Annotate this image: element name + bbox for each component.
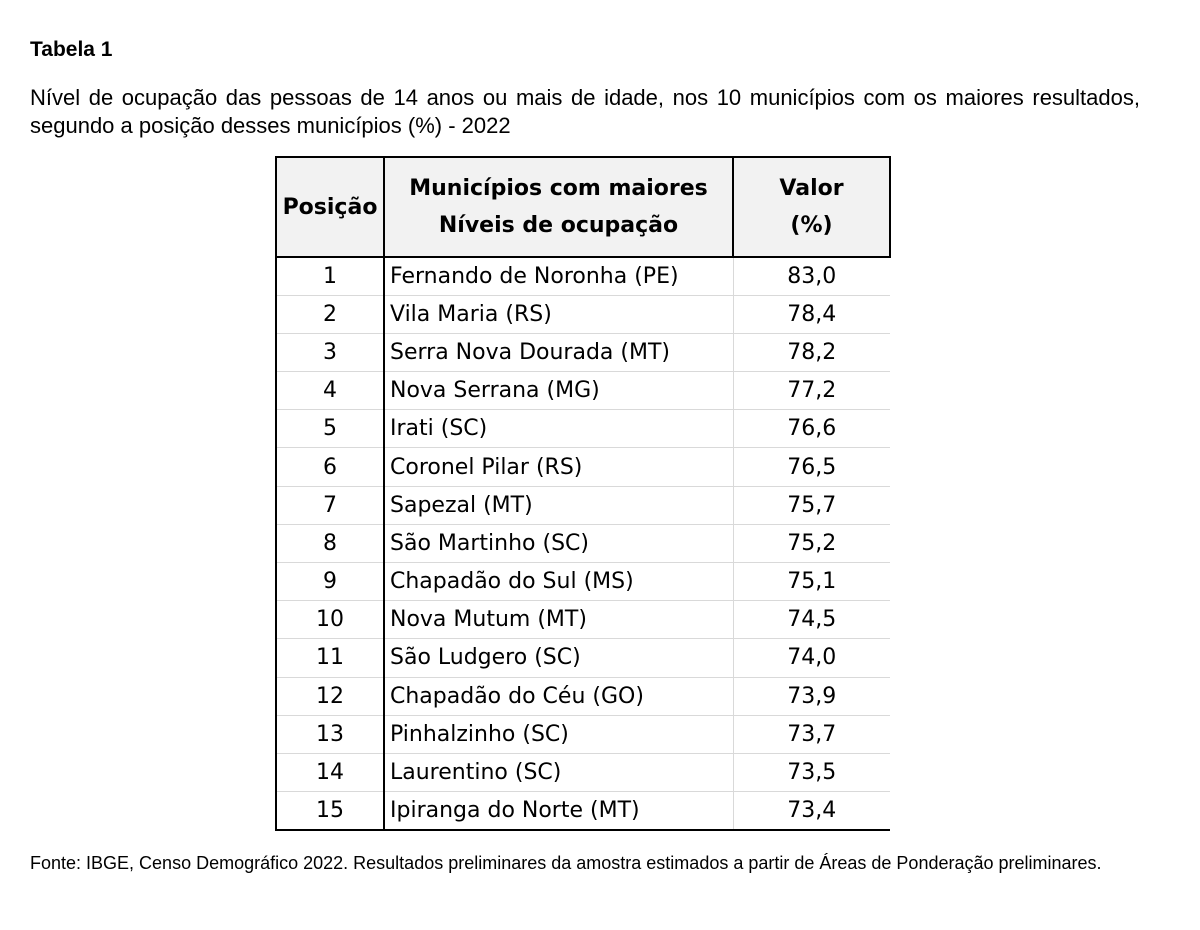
row-value: 73,9 [733,677,890,715]
row-value: 75,2 [733,524,890,562]
header-value-line1: Valor [779,176,844,201]
header-value [733,157,890,257]
table-row [276,677,890,715]
table-row [276,753,890,791]
row-municipality: Chapadão do Céu (GO) [384,677,733,715]
row-value: 74,5 [733,601,890,639]
row-municipality: São Martinho (SC) [384,524,733,562]
row-municipality: Vila Maria (RS) [384,295,733,333]
table-row [276,448,890,486]
row-value: 76,5 [733,448,890,486]
row-value: 83,0 [733,257,890,295]
row-position: 14 [276,753,384,791]
row-position: 12 [276,677,384,715]
table-row [276,601,890,639]
row-position: 11 [276,639,384,677]
header-row [276,157,890,257]
row-value: 78,2 [733,333,890,371]
row-position: 13 [276,715,384,753]
table-caption: Nível de ocupação das pessoas de 14 anos ou mais de idade, nos 10 municípios com os maiores resultados, segundo a posição desses municípios (%) - 2022 [30,85,1140,138]
row-municipality: Fernando de Noronha (PE) [384,257,733,295]
table-row [276,333,890,371]
row-value: 76,6 [733,410,890,448]
row-position: 3 [276,333,384,371]
row-municipality: Irati (SC) [384,410,733,448]
row-position: 2 [276,295,384,333]
row-position: 10 [276,601,384,639]
table-label: Tabela 1 [30,38,113,61]
table-row [276,639,890,677]
table-row [276,372,890,410]
row-municipality: Pinhalzinho (SC) [384,715,733,753]
table-row [276,257,890,295]
row-value: 74,0 [733,639,890,677]
row-municipality: São Ludgero (SC) [384,639,733,677]
header-municipality-line1: Municípios com maiores [409,176,708,201]
row-municipality: Laurentino (SC) [384,753,733,791]
row-municipality: Coronel Pilar (RS) [384,448,733,486]
row-position: 15 [276,792,384,830]
header-position: Posição [276,157,384,257]
row-position: 1 [276,257,384,295]
row-municipality: Chapadão do Sul (MS) [384,563,733,601]
row-position: 5 [276,410,384,448]
table-row [276,486,890,524]
occupation-table [275,156,891,831]
header-value-line2: (%) [790,213,833,238]
source-note: Fonte: IBGE, Censo Demográfico 2022. Resultados preliminares da amostra estimados a partir de Áreas de Ponderação preliminares. [30,853,1102,873]
row-value: 75,7 [733,486,890,524]
row-value: 77,2 [733,372,890,410]
row-position: 4 [276,372,384,410]
row-value: 78,4 [733,295,890,333]
header-municipality-line2: Níveis de ocupação [438,213,679,238]
table-row [276,524,890,562]
row-municipality: Ipiranga do Norte (MT) [384,792,733,830]
row-value: 73,5 [733,753,890,791]
row-municipality: Nova Mutum (MT) [384,601,733,639]
row-position: 6 [276,448,384,486]
row-value: 73,7 [733,715,890,753]
header-municipality [384,157,733,257]
table-row [276,295,890,333]
table-row [276,715,890,753]
row-position: 8 [276,524,384,562]
row-position: 7 [276,486,384,524]
table-row [276,563,890,601]
row-position: 9 [276,563,384,601]
row-municipality: Serra Nova Dourada (MT) [384,333,733,371]
table-row [276,410,890,448]
table-row [276,792,890,830]
row-value: 75,1 [733,563,890,601]
row-municipality: Sapezal (MT) [384,486,733,524]
row-value: 73,4 [733,792,890,830]
row-municipality: Nova Serrana (MG) [384,372,733,410]
